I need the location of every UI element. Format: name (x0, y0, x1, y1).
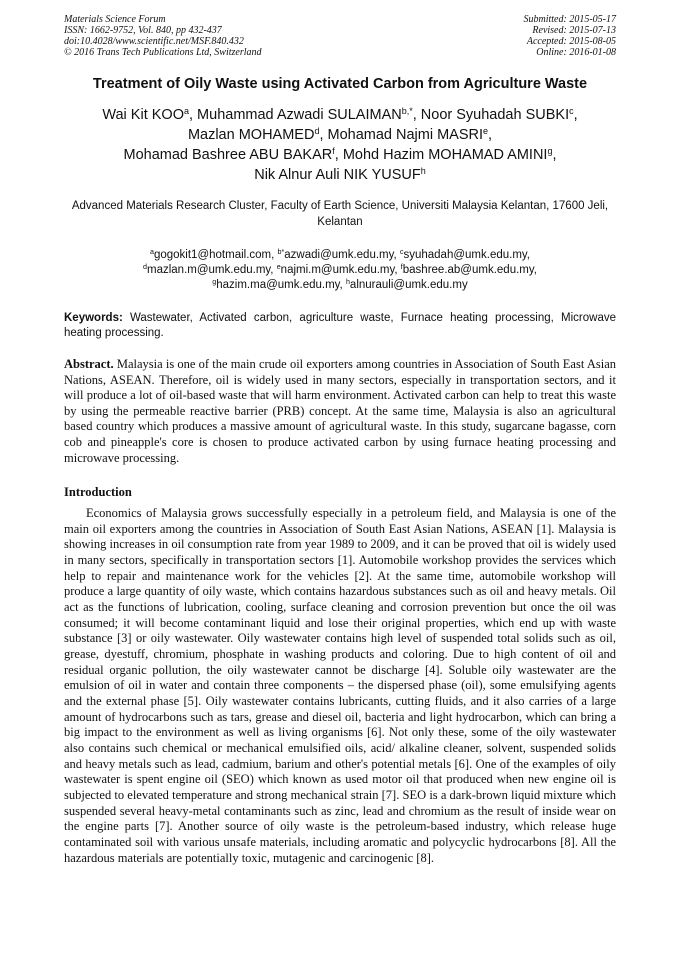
date-submitted: Submitted: 2015-05-17 (523, 14, 616, 25)
author-name: Muhammad Azwadi SULAIMAN (197, 107, 402, 123)
email-mark: b* (277, 248, 285, 257)
submission-dates (524, 14, 617, 58)
author-name: Wai Kit KOO (102, 107, 184, 123)
author-name: Nik Alnur Auli NIK YUSUF (254, 167, 421, 183)
email-line (64, 248, 616, 263)
journal-issn: ISSN: 1662-9752, Vol. 840, pp 432-437 (64, 25, 222, 36)
affiliation: Advanced Materials Research Cluster, Faculty of Earth Science, Universiti Malaysia Kelantan, 17600 Jeli, Kelantan (71, 200, 609, 228)
journal-copyright: © 2016 Trans Tech Publications Ltd, Switzerland (64, 47, 262, 58)
email-mark: d (143, 263, 147, 272)
email-address: najmi.m@umk.edu.my, (280, 264, 401, 276)
author-affil-mark: g (547, 146, 553, 157)
author-line: Mazlan MOHAMED$^d$, Mohamad Najmi MASRI$^e$, (187, 126, 493, 143)
author-affil-mark: f (332, 146, 335, 157)
keywords-text: Wastewater, Activated carbon, agriculture waste, Furnace heating processing, Microwave heating processing. (64, 312, 616, 339)
date-accepted: Accepted: 2015-08-05 (526, 36, 616, 47)
author-name: Mohamad Bashree ABU BAKAR (123, 147, 333, 163)
author-list (64, 105, 616, 185)
paper-page (64, 14, 616, 866)
abstract (64, 357, 616, 466)
author-name: Mohd Hazim MOHAMAD AMINI (342, 147, 548, 163)
abstract-text: Malaysia is one of the main crude oil exporters among countries in Association of South East Asian Nations, ASEAN. Therefore, oil is widely used in many sectors, especially in transportation sectors, and it will produce a lot of oil-based waste that will harm environment. Activated carbon can help to treat this waste by using the permeable reactive barrier (PRB) concept. At the same time, Malaysia is also an agricultural based country which produces a massive amount of agricultural waste. In this study, sugarcane bagasse, corn cob and pineapple's core is chosen to produce activated carbon by using furnace heating processing and microwave processing. (64, 357, 616, 465)
journal-header (64, 14, 616, 58)
email-address: hazim.ma@umk.edu.my, (216, 279, 346, 291)
journal-name: Materials Science Forum (64, 14, 166, 25)
paper-title: Treatment of Oily Waste using Activated Carbon from Agriculture Waste (92, 76, 588, 92)
author-name: Noor Syuhadah SUBKI (420, 107, 570, 123)
abstract-label: Abstract. (64, 357, 114, 371)
journal-info (64, 14, 262, 58)
author-line: Wai Kit KOO$^a$, Muhammad Azwadi $SULAIMAN^{b,*}$, Noor Syuhadah SUBKI$^c$, (102, 106, 578, 123)
author-affil-mark: d (314, 126, 320, 137)
section-heading-introduction: Introduction (64, 485, 132, 500)
keywords (64, 311, 616, 341)
email-line (64, 263, 616, 278)
email-mark: a (150, 248, 154, 257)
keywords-label: Keywords: (64, 312, 123, 324)
email-address: syuhadah@umk.edu.my, (403, 249, 530, 261)
author-affil-mark: e (483, 126, 489, 137)
email-address: bashree.ab@umk.edu.my, (402, 264, 537, 276)
introduction-paragraph: Economics of Malaysia grows successfully especially in a petroleum field, and Malaysia is one of the main oil exporters among the countries in Association of South East Asian Nations, ASEAN [1]. Malaysia is showing increases in oil consumption rate from year 1989 to 2009, and it can be proved that oil is widely used in many sectors, specifically in transportation sectors [1]. Automobile workshop provides the services which help to repair and maintenance work for the vehicles [2]. At the same time, automobile workshop will produce a large quantity of oily waste, which contains hazardous substances such as oil and heavy metals. Oil act as the functions of lubrication, cooling, surface cleaning and corrosion prevention but once the oil was consumed; it will become contaminant liquid and lose their original properties, which end up with waste substance [3] or oily wastewater. Oily wastewater contains high level of suspended total solids such as oil, grease, dyestuff, chromium, phosphate in washing products and coloring. Due to high content of oil and residual organic pollution, the oily wastewater cannot be discharge [4]. Soluble oily wastewater are the emulsion of oil in water and contain three components – the dispersed phase (oil), some emulsifying agents and the external phase [5]. Oily wastewater contains lubricants, cutting fluids, and it also carries of a large amount of hydrocarbons such as tars, grease and diesel oil, bacteria and light hydrocarbon, which can bring a big impact to the environment as well as living organisms [6]. Not only these, some of the oily wastewater also contains such chemical or mechanical emulsified oils, acid/ alkaline cleaner, solvent, suspended solids and heavy metals such as lead, cadmium, barium and other's potential metals [6]. One of the examples of oily wastewater is spent engine oil (SEO) which known as used motor oil that produced when new engine oil is subjected to elevated temperature and strong mechanical strain [7]. SEO is a dark-brown liquid mixture which suspended several heavy-metal contaminants such as zinc, lead and chromium as the result of inside wear on the engine parts [7]. Another source of oily waste is the petroleum-based industry, which release huge contaminated soil with various unsafe materials, including aromatic and polycyclic hydrocarbons [8]. All the hazardous materials are potentially toxic, mutagenic and carcinogenic [8]. (64, 506, 616, 865)
email-mark: c (399, 248, 404, 257)
email-address: mazlan.m@umk.edu.my, (147, 264, 277, 276)
email-mark: e (276, 263, 281, 272)
author-affil-mark: c (569, 106, 574, 117)
date-revised: Revised: 2015-07-13 (532, 25, 616, 36)
email-mark: f (400, 263, 403, 272)
author-affil-mark: a (183, 106, 189, 117)
email-line (64, 278, 616, 293)
author-line (64, 165, 616, 185)
author-affil-mark: h (420, 166, 426, 177)
journal-doi: doi:10.4028/www.scientific.net/MSF.840.432 (64, 36, 244, 47)
author-name: Mohamad Najmi MASRI (327, 127, 484, 143)
email-list (64, 248, 616, 293)
author-affil-mark: b,* (401, 106, 413, 117)
author-line: Mohamad Bashree ABU BAKAR$^f$, Mohd Hazim MOHAMAD AMINI$^g$, (123, 146, 557, 163)
email-address: gogokit1@hotmail.com, (153, 249, 278, 261)
date-online: Online: 2016-01-08 (536, 47, 616, 58)
email-mark: g (212, 278, 217, 287)
email-address: alnurauli@umk.edu.my (349, 279, 468, 291)
email-mark: h (345, 278, 350, 287)
author-name: Mazlan MOHAMED (187, 127, 315, 143)
email-address: azwadi@umk.edu.my, (284, 249, 400, 261)
